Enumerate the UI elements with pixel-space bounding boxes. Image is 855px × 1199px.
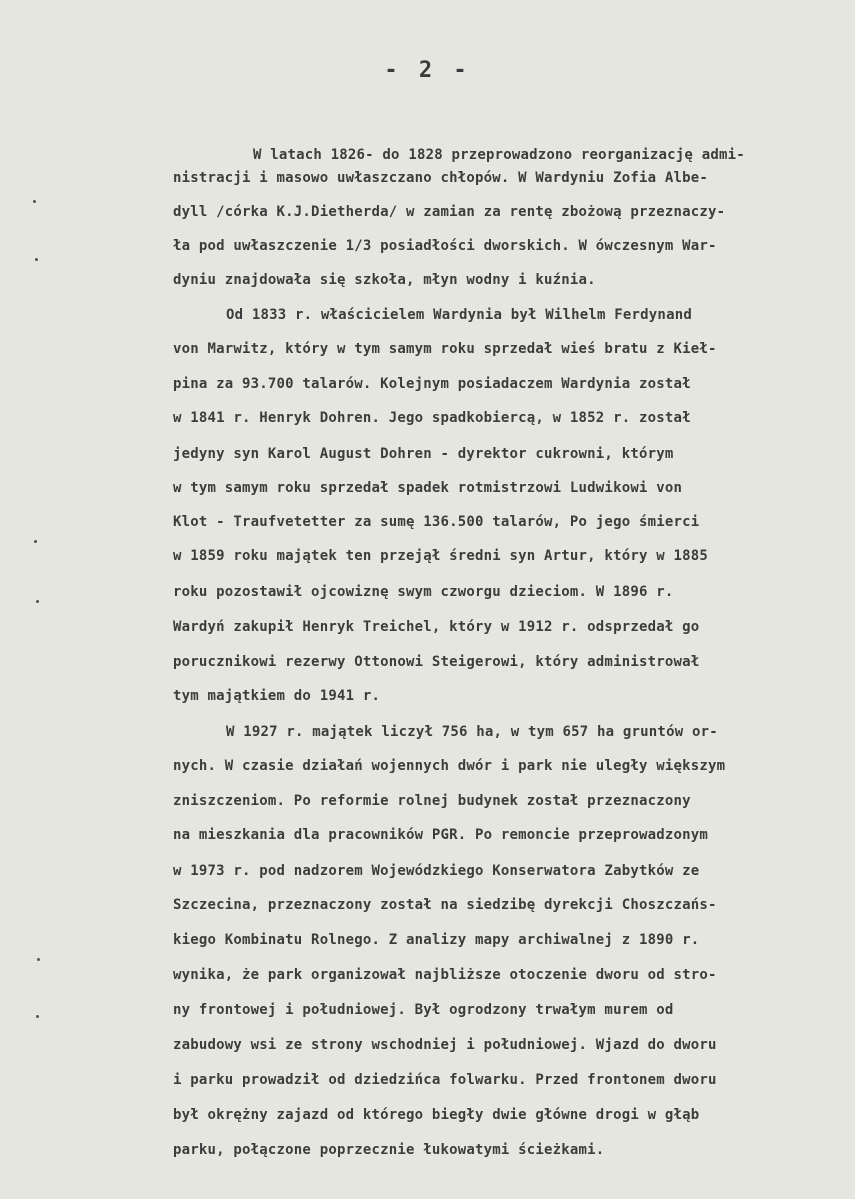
text-line: pina za 93.700 talarów. Kolejnym posiadaczem Wardynia został [173, 376, 691, 392]
text-line: w 1841 r. Henryk Dohren. Jego spadkobiercą, w 1852 r. został [173, 410, 691, 426]
margin-mark [36, 1015, 39, 1018]
margin-mark [37, 958, 40, 961]
text-line: parku, połączone poprzecznie łukowatymi ścieżkami. [173, 1142, 605, 1158]
text-line: kiego Kombinatu Rolnego. Z analizy mapy archiwalnej z 1890 r. [173, 932, 700, 948]
text-line: W 1927 r. majątek liczył 756 ha, w tym 657 ha gruntów or- [226, 724, 718, 740]
text-line: Szczecina, przeznaczony został na siedzibę dyrekcji Choszczańs- [173, 897, 717, 913]
text-line: nych. W czasie działań wojennych dwór i park nie uległy większym [173, 758, 726, 774]
page-number: - 2 - [384, 58, 471, 83]
text-line: dyll /córka K.J.Dietherda/ w zamian za rentę zbożową przeznaczy- [173, 204, 726, 220]
text-line: Od 1833 r. właścicielem Wardynia był Wilhelm Ferdynand [226, 307, 692, 323]
text-line: w tym samym roku sprzedał spadek rotmistrzowi Ludwikowi von [173, 480, 683, 496]
text-line: jedyny syn Karol August Dohren - dyrektor cukrowni, którym [173, 446, 674, 462]
margin-mark [36, 600, 39, 603]
text-line: ny frontowej i południowej. Był ogrodzony trwałym murem od [173, 1002, 674, 1018]
margin-mark [33, 200, 36, 203]
text-line: na mieszkania dla pracowników PGR. Po remoncie przeprowadzonym [173, 827, 708, 843]
text-line: w 1859 roku majątek ten przejął średni syn Artur, który w 1885 [173, 548, 708, 564]
text-line: Klot - Traufvetetter za sumę 136.500 talarów, Po jego śmierci [173, 514, 700, 530]
text-line: zabudowy wsi ze strony wschodniej i południowej. Wjazd do dworu [173, 1037, 717, 1053]
text-line: dyniu znajdowała się szkoła, młyn wodny i kuźnia. [173, 272, 596, 288]
margin-mark [34, 540, 37, 543]
text-line: i parku prowadził od dziedzińca folwarku. Przed frontonem dworu [173, 1072, 717, 1088]
text-line: roku pozostawił ojcowiznę swym czworgu dzieciom. W 1896 r. [173, 584, 674, 600]
text-line: nistracji i masowo uwłaszczano chłopów. W Wardyniu Zofia Albe- [173, 170, 708, 186]
text-line: tym majątkiem do 1941 r. [173, 688, 381, 704]
margin-mark [35, 258, 38, 261]
text-line: ła pod uwłaszczenie 1/3 posiadłości dworskich. W ówczesnym War- [173, 238, 717, 254]
text-line: wynika, że park organizował najbliższe otoczenie dworu od stro- [173, 967, 717, 983]
text-line: był okrężny zajazd od którego biegły dwie główne drogi w głąb [173, 1107, 700, 1123]
text-line: Wardyń zakupił Henryk Treichel, który w 1912 r. odsprzedał go [173, 619, 700, 635]
text-line: w 1973 r. pod nadzorem Wojewódzkiego Konserwatora Zabytków ze [173, 863, 700, 879]
text-line: W latach 1826- do 1828 przeprowadzono reorganizację admi- [253, 147, 745, 163]
text-line: porucznikowi rezerwy Ottonowi Steigerowi, który administrował [173, 654, 700, 670]
text-line: von Marwitz, który w tym samym roku sprzedał wieś bratu z Kieł- [173, 341, 717, 357]
text-line: zniszczeniom. Po reformie rolnej budynek został przeznaczony [173, 793, 691, 809]
